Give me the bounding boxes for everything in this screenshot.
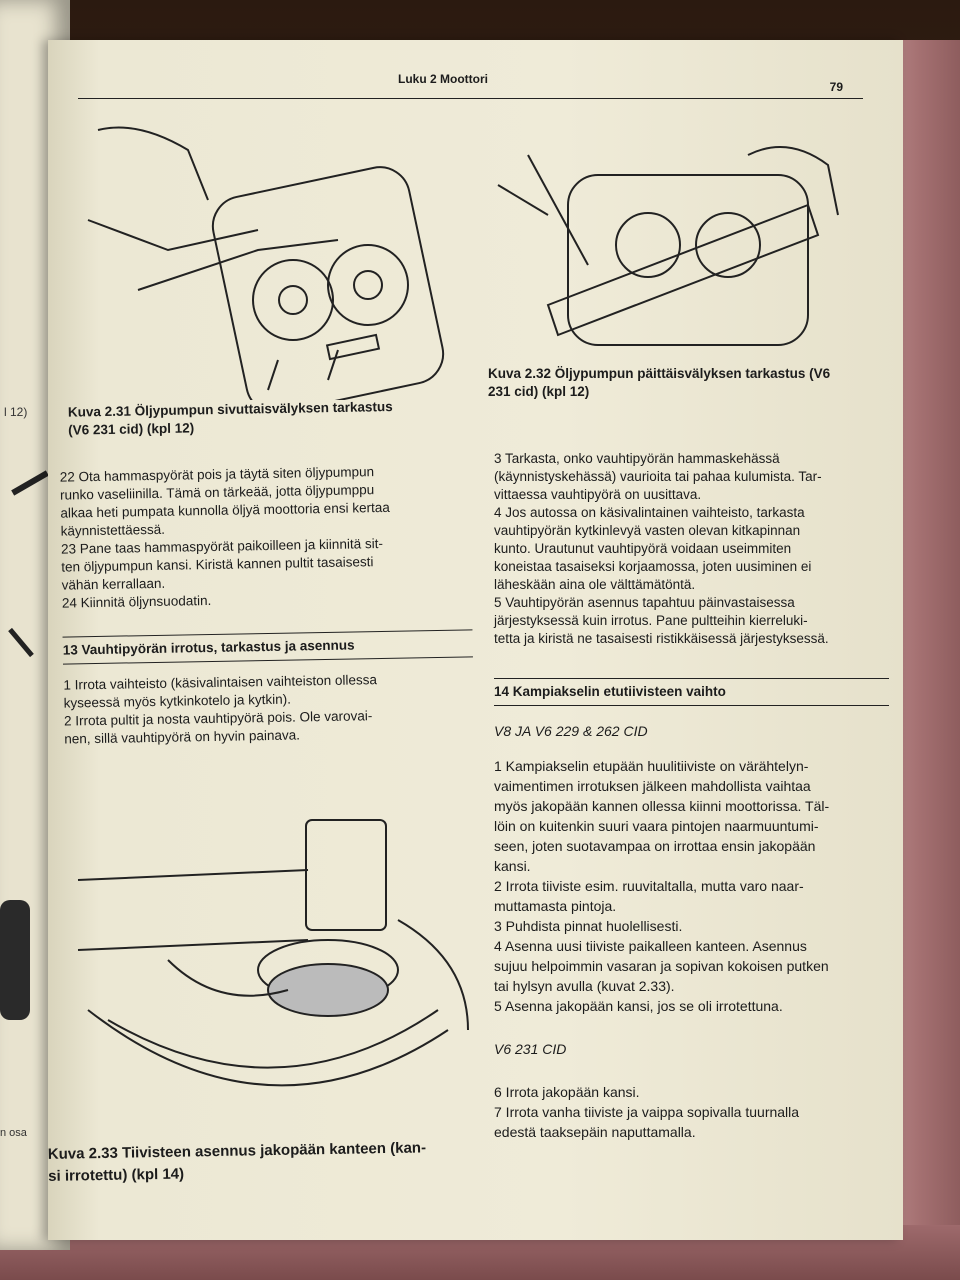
text-line: 7 Irrota vanha tiiviste ja vaippa sopivalla tuurnalla <box>494 1104 800 1120</box>
left-page-fragment: n osa <box>0 1127 27 1139</box>
caption-line: Kuva 2.32 Öljypumpun päittäisvälyksen tarkastus (V6 <box>488 366 831 381</box>
caption-line: 231 cid) (kpl 12) <box>488 384 590 399</box>
text-line: muttamasta pintoja. <box>494 898 617 914</box>
text-line: vähän kerrallaan. <box>61 575 166 593</box>
text-line: löin on kuitenkin suuri vaara pintojen naarmuuntumi- <box>494 818 819 834</box>
text-line: alkaa heti pumpata kunnolla öljyä moottoria ensi kertaa <box>60 499 390 521</box>
book-page <box>48 40 903 1240</box>
caption-line: Kuva 2.33 Tiivisteen asennus jakopään kanteen (kan- <box>47 1139 427 1163</box>
left-page-fragment: l 12) <box>4 405 28 419</box>
text-line: koneistaa tasaiseksi korjaamossa, joten uusiminen ei <box>494 559 812 574</box>
text-line: läheskään aina ole välttämätöntä. <box>494 577 696 592</box>
left-column-text <box>60 461 475 748</box>
caption-line: Kuva 2.31 Öljypumpun sivuttaisvälyksen tarkastus <box>67 398 393 420</box>
text-line: tai hylsyn avulla (kuvat 2.33). <box>494 978 675 994</box>
text-line: järjestyksessä kuin irrotus. Pane pultteihin kierreluki- <box>494 613 808 628</box>
section-14-title: 14 Kampiakselin etutiivisteen vaihto <box>494 678 889 706</box>
chapter-title: Luku 2 Moottori <box>398 72 488 86</box>
text-line: 5 Asenna jakopään kansi, jos se oli irrotettuna. <box>494 998 783 1014</box>
text-line: 2 Irrota tiiviste esim. ruuvitaltalla, mutta varo naar- <box>494 878 804 894</box>
page-number: 79 <box>829 80 843 94</box>
text-line: seen, joten suotavampaa on irrottaa ensin jakopään <box>494 838 816 854</box>
left-page-illustration <box>0 900 30 1020</box>
text-line: edestä taaksepäin naputtamalla. <box>494 1124 696 1140</box>
section-13-title: 13 Vauhtipyörän irrotus, tarkastus ja asennus <box>63 629 473 664</box>
page-header <box>78 70 863 99</box>
left-page-mark <box>11 470 49 495</box>
text-line: vauhtipyörän kytkinlevyä vasten olevan kitkapinnan <box>494 523 801 538</box>
text-line: kyseessä myös kytkinkotelo ja kytkin). <box>63 691 292 711</box>
figure-2-32-caption <box>488 365 868 401</box>
subheading: V6 231 CID <box>494 1041 567 1057</box>
text-line: 4 Asenna uusi tiiviste paikalleen kanteen. Asennus <box>494 938 807 954</box>
subheading: V8 JA V6 229 & 262 CID <box>494 723 648 739</box>
figure-2-33-caption <box>48 1136 499 1188</box>
text-line: (käynnistyskehässä) vaurioita tai pahaa kulumista. Tar- <box>494 469 822 484</box>
text-line: 1 Kampiakselin etupään huulitiiviste on värähtelyn- <box>494 758 809 774</box>
text-line: 23 Pane taas hammaspyörät paikoilleen ja kiinnitä sit- <box>60 535 384 557</box>
text-line: vittaessa vauhtipyörä on uusittava. <box>494 487 702 502</box>
text-line: 1 Irrota vaihteisto (käsivalintaisen vaihteiston ollessa <box>63 672 378 693</box>
text-line: käynnistettäessä. <box>60 521 166 539</box>
text-line: 22 Ota hammaspyörät pois ja täytä siten öljypumpun <box>59 464 375 485</box>
text-line: tetta ja kiristä ne tasaisesti ristikkäisessä järjestyksessä. <box>494 631 829 646</box>
right-column-text <box>494 450 889 1142</box>
figure-2-31-illustration <box>78 110 468 400</box>
text-line: 2 Irrota pultit ja nosta vauhtipyörä pois. Ole varovai- <box>63 708 373 729</box>
text-line: 24 Kiinnitä öljynsuodatin. <box>61 592 212 611</box>
figure-2-31-caption <box>68 396 489 439</box>
left-page-mark <box>8 628 34 657</box>
section-14-steps-2 <box>494 1082 889 1142</box>
text-line: ten öljypumpun kansi. Kiristä kannen pultit tasaisesti <box>61 554 374 575</box>
text-line: myös jakopään kannen ollessa kiinni moottorissa. Täl- <box>494 798 830 814</box>
text-line: kansi. <box>494 858 531 874</box>
text-line: nen, sillä vauhtipyörä on hyvin painava. <box>64 727 301 747</box>
text-line: 3 Tarkasta, onko vauhtipyörän hammaskehässä <box>494 451 780 466</box>
text-line: runko vaseliinilla. Tämä on tärkeää, jotta öljypumppu <box>59 482 375 503</box>
text-line: 3 Puhdista pinnat huolellisesti. <box>494 918 683 934</box>
figure-2-33-illustration <box>68 810 488 1140</box>
text-line: kunto. Urautunut vauhtipyörä voidaan useimmiten <box>494 541 792 556</box>
caption-line: (V6 231 cid) (kpl 12) <box>68 420 195 438</box>
caption-line: si irrotettu) (kpl 14) <box>48 1165 185 1185</box>
section-14-steps-1 <box>494 756 889 1016</box>
text-line: sujuu helpoimmin vasaran ja sopivan kokoisen putken <box>494 958 829 974</box>
text-line: 6 Irrota jakopään kansi. <box>494 1084 640 1100</box>
text-line: vaimentimen irrotuksen jälkeen mahdollista vaihtaa <box>494 778 811 794</box>
figure-2-32-illustration <box>488 125 858 365</box>
text-line: 4 Jos autossa on käsivalintainen vaihteisto, tarkasta <box>494 505 805 520</box>
text-line: 5 Vauhtipyörän asennus tapahtuu päinvastaisessa <box>494 595 795 610</box>
